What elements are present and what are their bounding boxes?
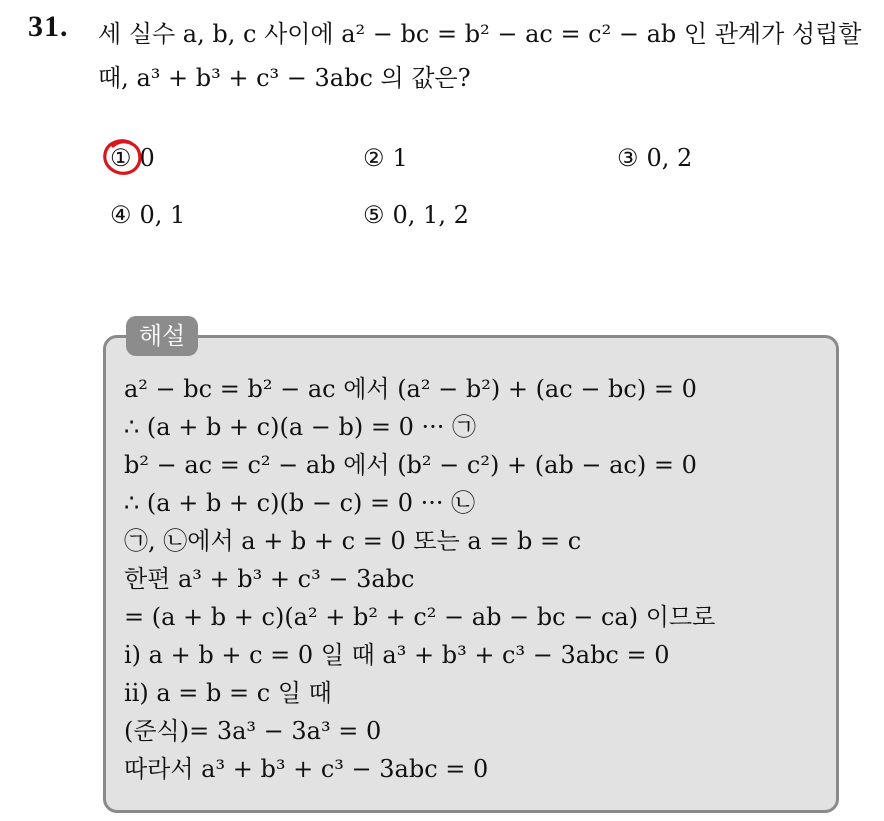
solution-line: ⅱ) a = b = c 일 때 <box>124 679 332 707</box>
choice-number: ③ <box>617 144 639 172</box>
question-line: 때, a³ + b³ + c³ − 3abc 의 값은? <box>98 64 471 92</box>
choice-number: ① <box>110 144 132 172</box>
solution-line: 한편 a³ + b³ + c³ − 3abc <box>124 565 415 593</box>
choice-number: ⑤ <box>363 201 385 229</box>
question-line: 세 실수 a, b, c 사이에 a² − bc = b² − ac = c² − ab 인 관계가 성립할 <box>98 20 862 48</box>
solution-line: ∴ (a + b + c)(b − c) = 0 ··· ㉡ <box>124 489 476 517</box>
solution-line: ∴ (a + b + c)(a − b) = 0 ··· ㉠ <box>124 413 477 441</box>
choice-text: 0, 1 <box>139 201 186 229</box>
choice-text: 0, 1, 2 <box>392 201 469 229</box>
answer-circle-mark-icon <box>101 137 145 177</box>
choice-3[interactable] <box>617 144 692 172</box>
solution-line: 따라서 a³ + b³ + c³ − 3abc = 0 <box>124 755 489 783</box>
solution-line: ⅰ) a + b + c = 0 일 때 a³ + b³ + c³ − 3abc = 0 <box>124 641 670 669</box>
choice-text: 1 <box>392 144 408 172</box>
choice-text: 0 <box>139 144 155 172</box>
problem-number: 31. <box>28 10 69 43</box>
solution-tag: 해설 <box>126 316 198 356</box>
choice-number: ② <box>363 144 385 172</box>
solution-line: (준식)= 3a³ − 3a³ = 0 <box>124 717 382 745</box>
choice-text: 0, 2 <box>646 144 693 172</box>
choice-4[interactable] <box>110 201 185 229</box>
choice-number: ④ <box>110 201 132 229</box>
solution-line: ㉠, ㉡에서 a + b + c = 0 또는 a = b = c <box>124 527 582 555</box>
solution-content <box>124 370 715 788</box>
question-text <box>98 12 868 100</box>
solution-line: = (a + b + c)(a² + b² + c² − ab − bc − ca) 이므로 <box>124 603 716 631</box>
solution-line: b² − ac = c² − ab 에서 (b² − c²) + (ab − ac) = 0 <box>124 451 697 479</box>
choice-5[interactable] <box>363 201 469 229</box>
solution-line: a² − bc = b² − ac 에서 (a² − b²) + (ac − bc) = 0 <box>124 375 697 403</box>
choice-2[interactable] <box>363 144 408 172</box>
